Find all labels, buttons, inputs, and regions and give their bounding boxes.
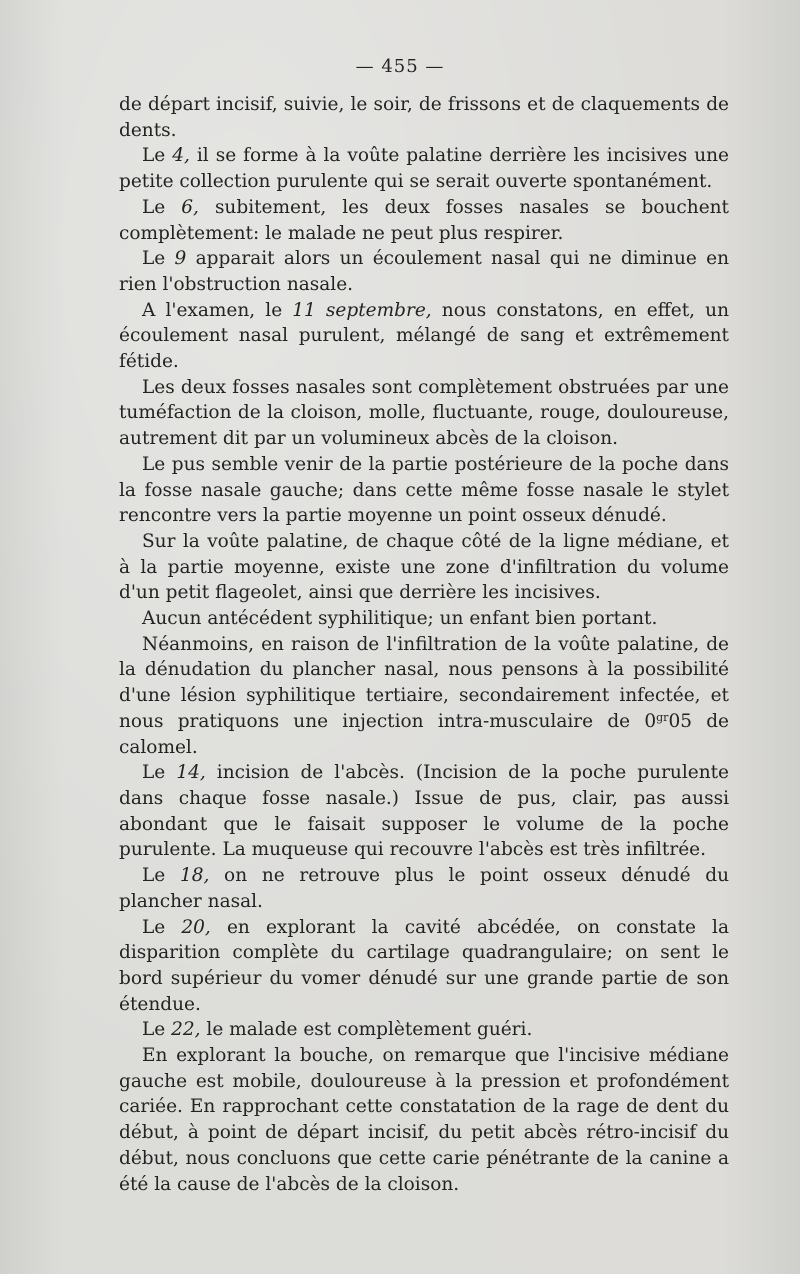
body-text: [119, 92, 729, 1197]
paragraph: de départ incisif, suivie, le soir, de frissons et de claquements de dents.: [119, 94, 729, 141]
paragraph: Le 18, on ne retrouve plus le point osseux dénudé du plancher nasal.: [119, 865, 729, 912]
paragraph: Le 4, il se forme à la voûte palatine derrière les incisives une petite collection purulente qui se serait ouverte spontanément.: [119, 145, 729, 193]
paragraph: Les deux fosses nasales sont complètement obstruées par une tuméfaction de la cloison, molle, fluctuante, rouge, douloureuse, autrement dit par un volumineux abcès de la cloison.: [119, 376, 729, 450]
paragraph: Le 20, en explorant la cavité abcédée, on constate la disparition complète du cartilage quadrangulaire; on sent le bord supérieur du vomer dénudé sur une grande partie de son étendue.: [119, 916, 729, 1015]
paragraph: Le 9 apparait alors un écoulement nasal qui ne diminue en rien l'obstruction nasale.: [119, 248, 729, 295]
paragraph: Le 6, subitement, les deux fosses nasales se bouchent complètement: le malade ne peut plus respirer.: [119, 196, 729, 244]
paragraph: Le pus semble venir de la partie postérieure de la poche dans la fosse nasale gauche; dans cette même fosse nasale le stylet rencontre vers la partie moyenne un point osseux dénudé.: [119, 453, 729, 527]
paragraph: Néanmoins, en raison de l'infiltration de la voûte palatine, de la dénudation du plancher nasal, nous pensons à la possibilité d'une lésion syphilitique tertiaire, secondairement infectée, et nous pratiquons une injection intra-musculaire de $0^{gr}05$ de calomel.: [119, 633, 729, 758]
paragraph: En explorant la bouche, on remarque que l'incisive médiane gauche est mobile, douloureuse à la pression et profondément cariée. En rapprochant cette constatation de la rage de dent du début, à point de départ incisif, du petit abcès rétro-incisif du début, nous concluons que cette carie pénétrante de la canine a été la cause de l'abcès de la cloison.: [119, 1045, 729, 1195]
page-number: — 455 —: [355, 56, 445, 77]
paragraph: Le 22, le malade est complètement guéri.: [142, 1019, 533, 1041]
paragraph: Le 14, incision de l'abcès. (Incision de la poche purulente dans chaque fosse nasale.) Issue de pus, clair, pas aussi abondant que le faisait supposer le volume de la poche purulente. La muqueuse qui recouvre l'abcès est très infiltrée.: [119, 762, 729, 861]
paragraph: A l'examen, le 11 septembre, nous constatons, en effet, un écoulement nasal purulent, mélangé de sang et extrêmement fétide.: [119, 299, 729, 373]
paragraph: Aucun antécédent syphilitique; un enfant bien portant.: [142, 608, 658, 630]
paragraph: Sur la voûte palatine, de chaque côté de la ligne médiane, et à la partie moyenne, existe une zone d'infiltration du volume d'un petit flageolet, ainsi que derrière les incisives.: [119, 530, 729, 604]
